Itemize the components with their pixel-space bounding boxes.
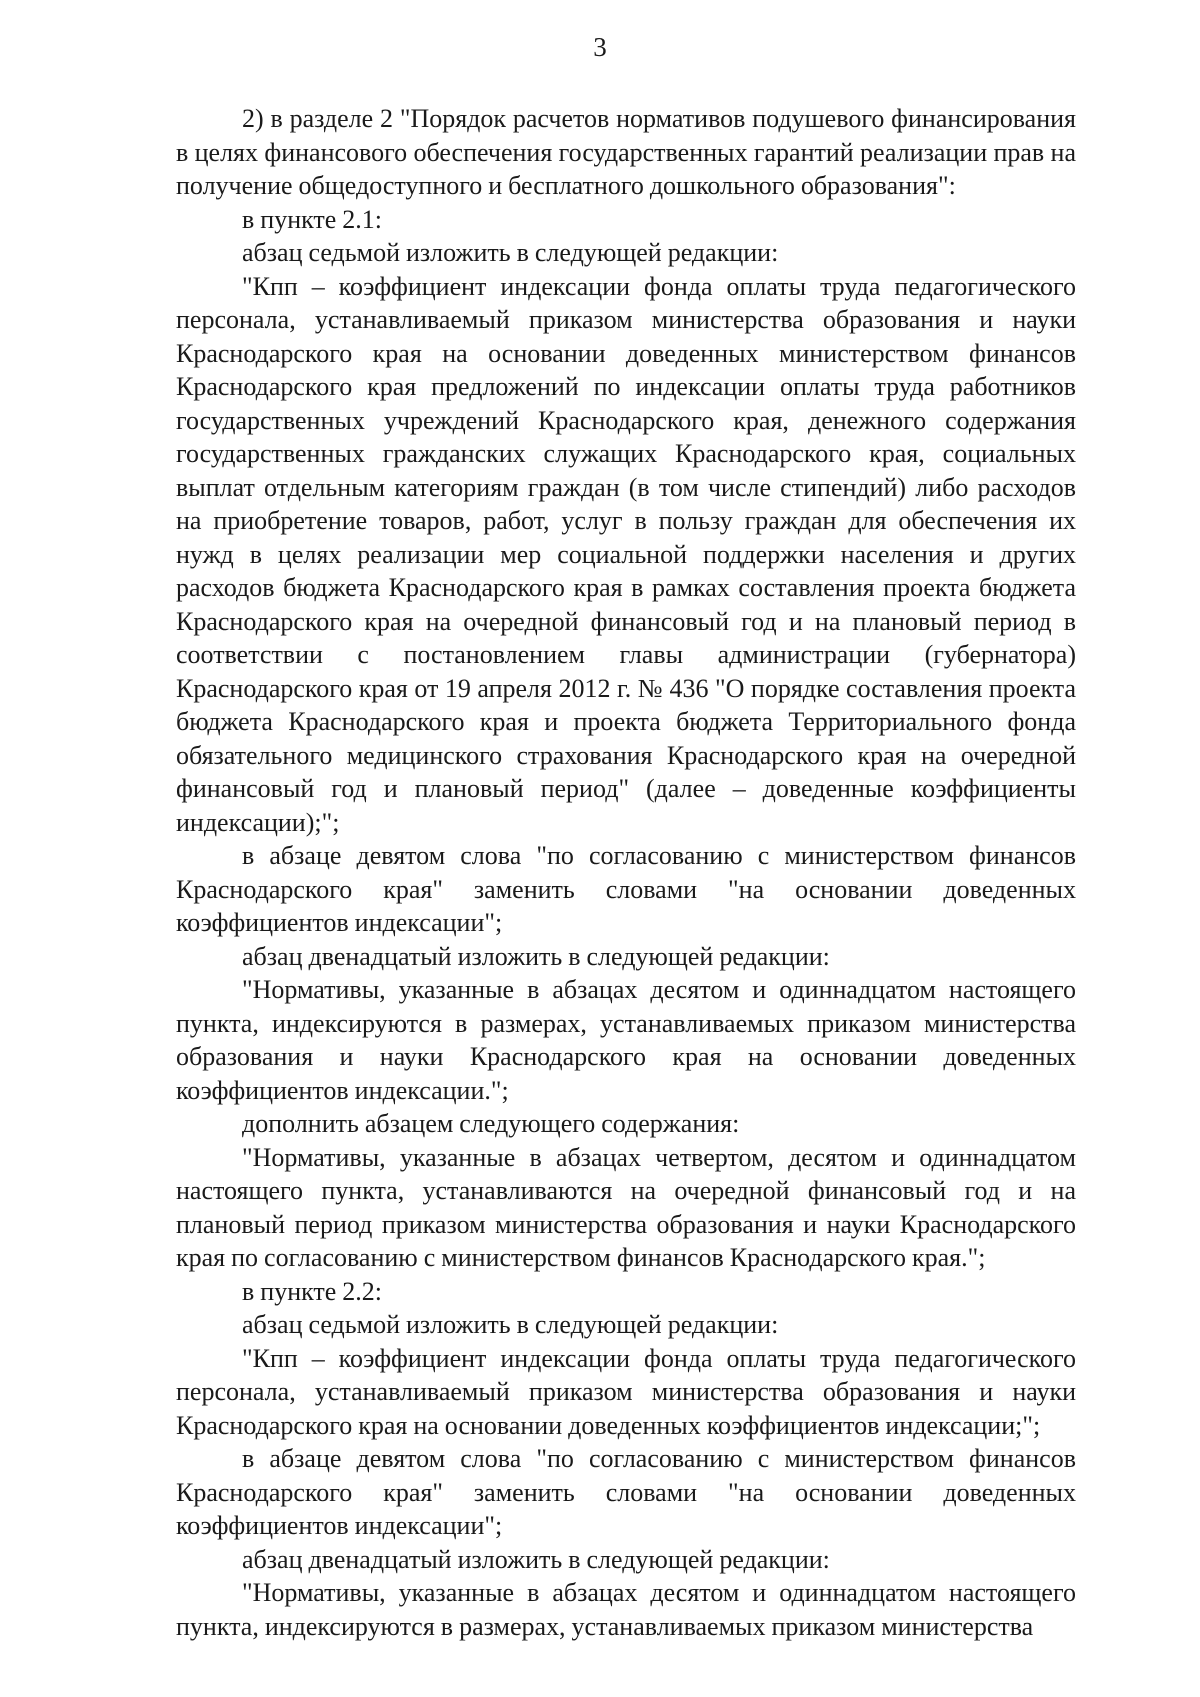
paragraph: абзац двенадцатый изложить в следующей редакции: [242,941,830,971]
paragraph: абзац седьмой изложить в следующей редакции: [242,238,779,267]
paragraph: абзац седьмой изложить в следующей редакции: [242,1310,779,1339]
page-number: 3 [593,32,607,62]
document-body [176,102,1076,1643]
paragraph: в пункте 2.2: [242,1276,383,1306]
paragraph: абзац двенадцатый изложить в следующей редакции: [242,1544,830,1574]
paragraph: "Нормативы, указанные в абзацах четвертом, десятом и одиннадцатом настоящего пункта, устанавливаются на очередной финансовый год и на плановый период приказом министерства образования и науки Краснодарского края по согласованию с министерством финансов Краснодарского края."; [176,1142,1076,1272]
paragraph: в пункте 2.1: [242,204,383,234]
paragraph: в абзаце девятом слова "по согласованию с министерством финансов Краснодарского края" заменить словами "на основании доведенных коэффициентов индексации"; [176,1444,1076,1540]
paragraph: "Нормативы, указанные в абзацах десятом и одиннадцатом настоящего пункта, индексируются в размерах, устанавливаемых приказом министерства образования и науки Краснодарского края на основании доведенных коэффициентов индексации."; [176,975,1076,1105]
paragraph: "Кпп – коэффициент индексации фонда оплаты труда педагогического персонала, устанавливаемый приказом министерства образования и науки Краснодарского края на основании доведенных коэффициентов индексации;"; [176,1343,1076,1440]
paragraph: дополнить абзацем следующего содержания: [242,1109,740,1138]
paragraph: 2) в разделе 2 "Порядок расчетов нормативов подушевого финансирования в целях финансового обеспечения государственных гарантий реализации прав на получение общедоступного и бесплатного дошкольного образования": [176,104,1076,200]
paragraph: "Нормативы, указанные в абзацах десятом и одиннадцатом настоящего пункта, индексируются в размерах, устанавливаемых приказом министерства [176,1578,1076,1641]
paragraph: "Кпп – коэффициент индексации фонда оплаты труда педагогического персонала, устанавливаемый приказом министерства образования и науки Краснодарского края на основании доведенных министерством финансов Краснодарского края предложений по индексации оплаты труда работников государственных учреждений Краснодарского края, денежного содержания государственных гражданских служащих Краснодарского края, социальных выплат отдельным категориям граждан (в том числе стипендий) либо расходов на приобретение товаров, работ, услуг в пользу граждан для обеспечения их нужд в целях реализации мер социальной поддержки населения и других расходов бюджета Краснодарского края в рамках составления проекта бюджета Краснодарского края на очередной финансовый год и на плановый период в соответствии с постановлением главы администрации (губернатора) Краснодарского края от 19 апреля 2012 г. № 436 "О порядке составления проекта бюджета Краснодарского края и проекта бюджета Территориального фонда обязательного медицинского страхования Краснодарского края на очередной финансовый год и плановый период" (далее – доведенные коэффициенты индексации);"; [176,271,1076,837]
paragraph: в абзаце девятом слова "по согласованию с министерством финансов Краснодарского края" заменить словами "на основании доведенных коэффициентов индексации"; [176,841,1076,937]
